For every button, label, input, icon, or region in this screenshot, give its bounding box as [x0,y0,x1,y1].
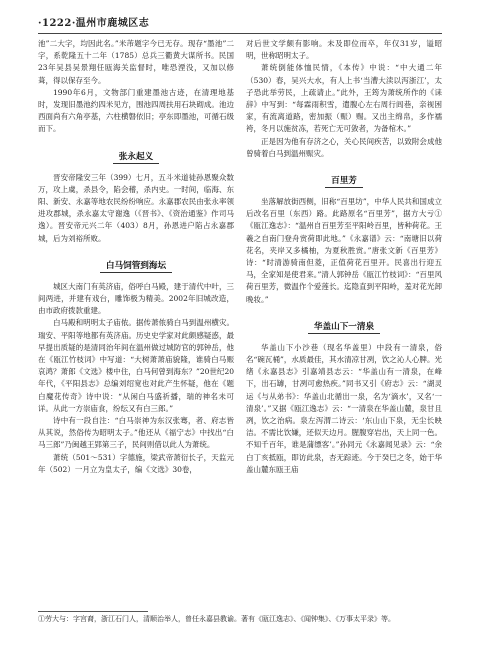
right-column [246,38,442,476]
section-title: 白马饲管到海坛 [100,258,172,273]
paragraph: 白马殿和明明太子庙侬。据传萧侬骑白马到温州横灾。瑞安、平阳等地都有英济庙。历史史学家对此颇感疑惑，最早提出质疑的是清同治年间在温州做过城防官的郭钟岳，他在《瓯江竹枝词》中写道：“大树萧萧庙貌隆，谁骑白马赈哀鸿？萧郎《文选》楼中住，白马何曾到海东？”20世纪20年代，《平阳县志》总编刘绍宽也对此产生怀疑，他在《题白魔花传奇》诗中说：“从闲白马盛祈播，瑞的神名未可详。从此一方崇庙食，纷纭又有白三郎。” [38,318,234,413]
paragraph: 晋安帝隆安三年（399）七月，五斗米道徒孙恩聚众数万，攻上虞，杀县令，陷会稽，杀内史。一时间，临海、东阳、新安、永嘉等地农民纷纷响应。永嘉郡农民由张永率领进攻郡城，杀永嘉太守谢逸（《晋书》、《资治通鉴》作司马逸）。晋安帝元兴二年（403）8月，孙恩进户陷占永嘉郡城，后为刘裕所败。 [38,172,234,243]
paragraph: 华盖山下小沙巷（现名华盖里）中段有一清泉，俗名“碗瓦桶”，水质最佳，其水清凉甘冽，饮之沁人心脾。光绪《永嘉县志》引嘉靖县志云：“华盖山有一清泉，在峰下，出石罅，甘冽可愈热疾。”同书又引《府志》云：“湖灵运《与从弟书》：华盖山北循出一泉，名为‘滴水’，又名‘一清泉’。”又据《瓯江逸志》云：“一清泉在华盖山麓，泉甘且冽，饮之治病。泉左泻渭二诗云：‘东山山下泉，无尘长映洁。不需比饮嫌，还似天边月。腥腹穿岩出，天上同一色。不知千百年，谁是蒲缥客’。”孙同元《永嘉闻见录》云：“余白丁亥抵瓯，即访此泉，杏无踪迹。今于癸巳之冬，始于华盖山麓东瓯王庙 [246,342,442,474]
paragraph: 池”二大字，均因此名。”米芾题字今已无存。现存“墨池”二字，系乾隆五十二年（1785）总兵三衢黄大谋所书。民国23年吴县吴景翔任瓯海关监督时，唯恐湮没，又加以修葺，得以保存至今。 [38,39,234,85]
paragraph: 对后世文学颇有影响。未及即位而卒，年仅31岁，谥昭明，世称昭明太子。 [246,39,442,61]
paragraph: 坐落解放街西侧，旧称“百里坊”，中华人民共和国成立后改名百里（东西）路。此路原名“百里芳”，据方大亏①《瓯江逸志》：“温州自百里芳至平阳岭百里，皆种荷花。王羲之自南门登舟赏荷即此地。”《永嘉谱》云：“南塘旧以荷花名，夹岸又多橘柚，为夏秋胜赏。”唐张文新《百里芳》诗：“时清游骑南但菱，正值荷花百里开。民喜出行迎五马，全家知是使君来。”清人郭钟岳《瓯江竹枝词》：“百里风荷百里芳，微温作个爱莲长。迄隐直到平阳岭，羞对花光卸晚妆。” [246,197,442,304]
paragraph: 城区大南门有英济庙，俗呼白马殿，建于清代中叶，三间两进，并建有戏台，雕饰极为精美。2002年旧城改造，由市政府拨款重建。 [38,281,234,316]
section-title: 张永起义 [113,149,159,164]
section-heading [246,168,442,188]
paragraph: 萧统（501～531）字德施，梁武帝萧衍长子，天监元年（502）一月立为皇太子，编《文选》30卷， [38,452,234,474]
left-column [38,38,234,476]
section-heading [38,144,234,164]
paragraph: 1990年6月，文物部门重建墨池古迹，在清理地基时，发现旧墨池约四米见方，围池四周扶用石块砌成。池边西面尚有六角亭基，六柱横磐依旧；亭东即墨池，可循石级而下。 [38,87,234,134]
paragraph: 正是因为他有存济之心，关心民间疾苦，以致附会成他曾骑着白马到温州赈灾。 [246,136,442,158]
footnote: ①劳大与：字宫裔，浙江石门人，清顺治举人，曾任永嘉县教谕。著有《瓯江逸志》、《闻钟集》、《万事太平录》等。 [38,615,395,623]
header-rule [38,33,442,34]
section-heading [38,253,234,273]
paragraph: 萧统倒能体恤民情，《本传》中说：“中大通二年（530）春，吴兴大水，有人上书‘当漕大渎以泻浙江’，太子恐此举劳民，上疏请止。”此外，王筠为萧统所作的《诔辞》中写到：“每霖雨积雪，遣腹心左右周行闾巷，亲视困家，有流离道路，密加振（赈）赐。又出主绵帛，多作襦袴，冬月以施贫冻，若死亡无可敛者，为备棺木。” [246,63,442,134]
running-header: ·1222·温州市鹿城区志 [38,18,150,29]
footnote-rule [38,611,148,612]
paragraph: 诗中有一段自注：“白马崇神为东汉张骞，者、府志皆从其说，然俗传为昭明太子。”他还从《福宁志》中找出“白马三郎”乃闽越王郢第三子，民间则借以此人为萧统。 [38,416,234,450]
section-title: 华盖山下一清泉 [308,319,380,334]
section-heading [246,314,442,334]
section-title: 百里芳 [325,173,363,188]
